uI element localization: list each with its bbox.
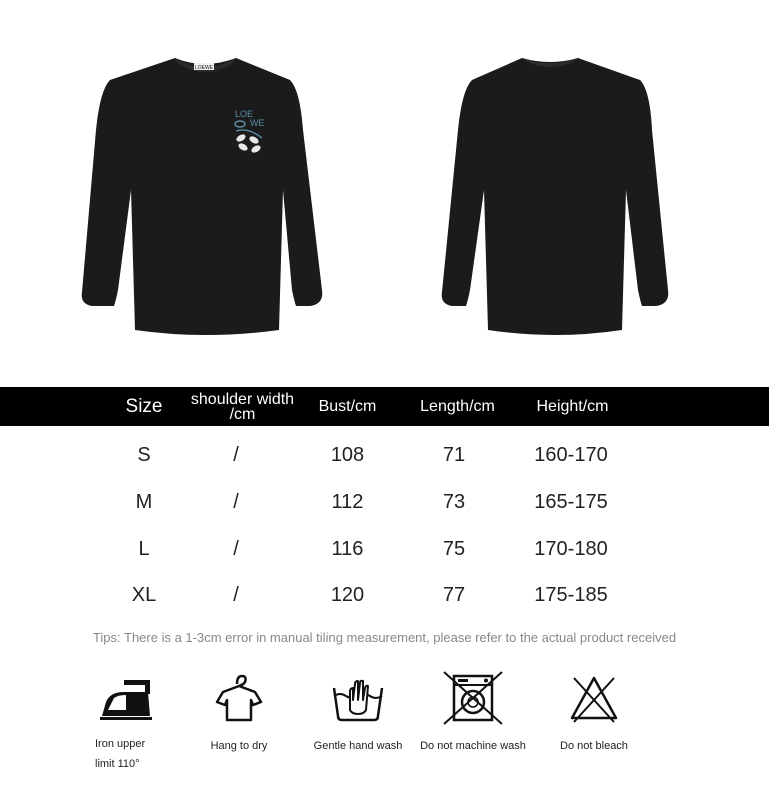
header-shoulder-width bbox=[180, 387, 305, 426]
cell-height: 175-185 bbox=[534, 583, 608, 606]
care-instructions bbox=[0, 670, 769, 800]
table-row bbox=[0, 432, 769, 478]
table-row bbox=[0, 479, 769, 525]
measurement-tips: Tips: There is a 1-3cm error in manual tiling measurement, please refer to the actual product received bbox=[92, 630, 677, 645]
cell-shoulder: / bbox=[233, 537, 239, 560]
hanger-shirt-icon bbox=[209, 670, 269, 726]
care-label-hang: Hang to dry bbox=[210, 740, 268, 752]
care-item-no-machine-wash bbox=[413, 670, 533, 756]
care-label-iron bbox=[95, 734, 157, 774]
shirt-front-image bbox=[82, 58, 323, 335]
collar-label-text: LOEWE bbox=[194, 65, 214, 71]
care-item-hand-wash bbox=[298, 670, 418, 756]
header-length: Length/cm bbox=[420, 398, 495, 415]
chest-logo-text-2: WE bbox=[250, 118, 265, 128]
iron-icon bbox=[96, 670, 156, 726]
care-label-iron-line2: limit 110° bbox=[95, 758, 140, 770]
cell-size: L bbox=[138, 537, 150, 560]
cell-height: 170-180 bbox=[534, 537, 608, 560]
cell-shoulder: / bbox=[233, 443, 239, 466]
care-item-hang bbox=[179, 670, 299, 756]
chest-logo-text-1: LOE bbox=[235, 109, 254, 119]
care-label-hand-wash: Gentle hand wash bbox=[313, 740, 403, 752]
cell-bust: 120 bbox=[330, 583, 365, 606]
table-row bbox=[0, 526, 769, 572]
header-size: Size bbox=[125, 396, 163, 417]
header-shoulder-width-line2: /cm bbox=[229, 405, 256, 423]
shirt-back-image bbox=[442, 58, 669, 335]
cell-shoulder: / bbox=[233, 490, 239, 513]
cell-length: 73 bbox=[442, 490, 466, 513]
no-machine-wash-icon bbox=[440, 670, 506, 726]
cell-bust: 108 bbox=[330, 443, 365, 466]
cell-height: 165-175 bbox=[534, 490, 608, 513]
cell-length: 77 bbox=[442, 583, 466, 606]
care-item-no-bleach bbox=[534, 670, 654, 756]
cell-bust: 112 bbox=[331, 490, 364, 513]
cell-size: M bbox=[135, 490, 153, 513]
size-table-header bbox=[0, 387, 769, 426]
cell-shoulder: / bbox=[233, 583, 239, 606]
care-label-no-bleach: Do not bleach bbox=[560, 740, 628, 752]
table-row bbox=[0, 572, 769, 618]
care-label-iron-line1: Iron upper bbox=[95, 738, 146, 750]
product-photos bbox=[0, 0, 769, 385]
header-height: Height/cm bbox=[536, 398, 609, 415]
cell-height: 160-170 bbox=[534, 443, 608, 466]
cell-bust: 116 bbox=[331, 537, 364, 560]
care-item-iron bbox=[66, 670, 186, 774]
hand-wash-icon bbox=[328, 670, 388, 726]
cell-size: XL bbox=[131, 583, 157, 606]
header-bust: Bust/cm bbox=[318, 398, 377, 415]
care-label-no-machine-wash: Do not machine wash bbox=[420, 740, 526, 752]
cell-length: 71 bbox=[442, 443, 466, 466]
no-bleach-icon bbox=[564, 670, 624, 726]
cell-length: 75 bbox=[442, 537, 466, 560]
header-shoulder-width-line1: shoulder width bbox=[190, 390, 295, 408]
cell-size: S bbox=[137, 443, 151, 466]
